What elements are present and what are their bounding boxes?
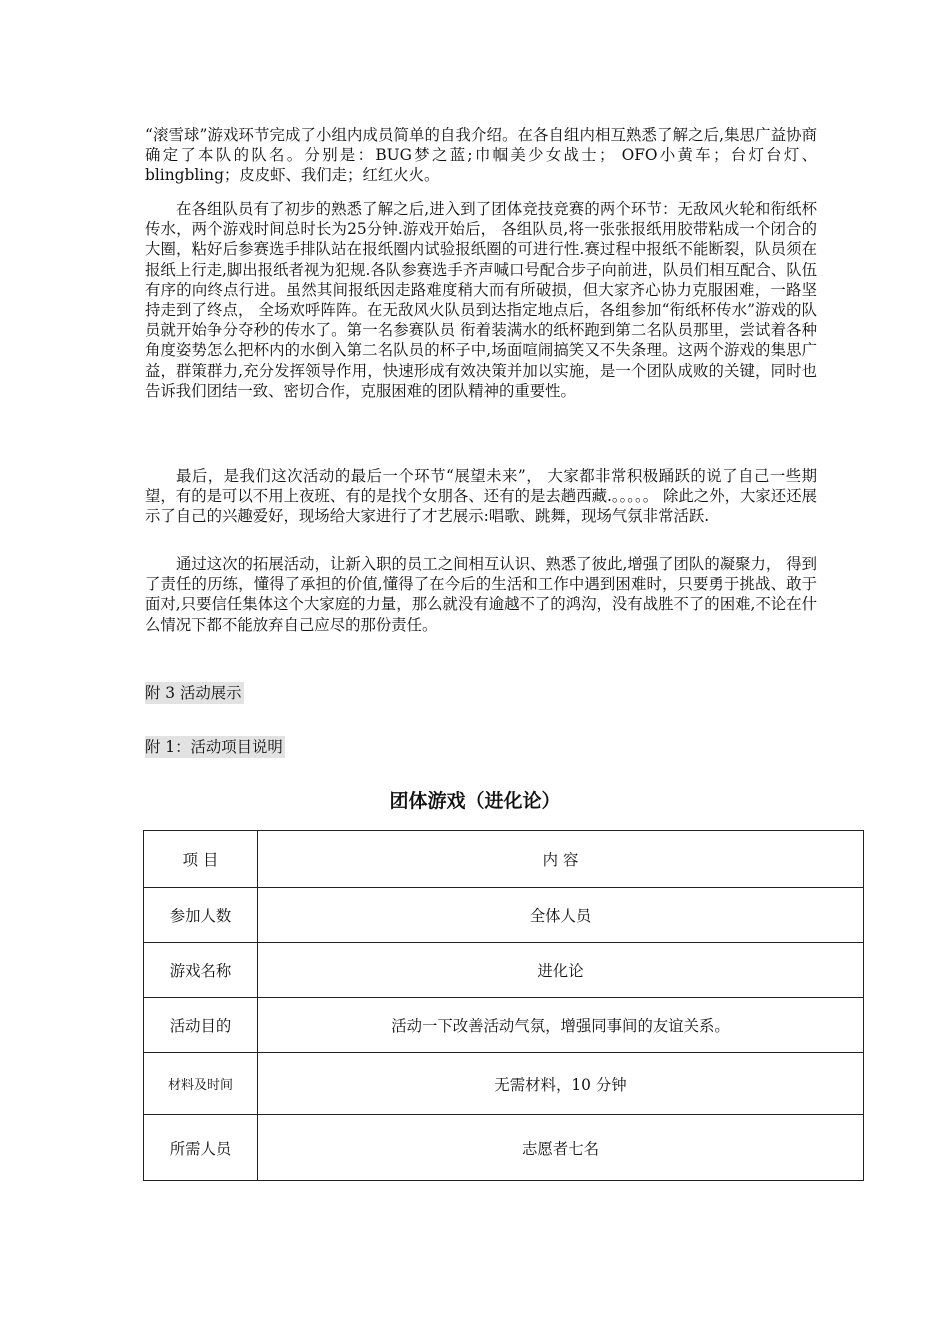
header-item-cell: 项 目 [144, 831, 258, 888]
row-item-cell: 游戏名称 [144, 943, 258, 998]
row-content-cell: 进化论 [258, 943, 864, 998]
table-row [144, 943, 864, 998]
row-item-cell: 活动目的 [144, 998, 258, 1053]
table-header-row [144, 831, 864, 888]
table-row [144, 1115, 864, 1181]
table-title: 团体游戏（进化论） [389, 790, 561, 812]
table-row [144, 998, 864, 1053]
row-content-cell: 全体人员 [258, 888, 864, 943]
row-item-cell: 所需人员 [144, 1115, 258, 1181]
row-item-cell: 材料及时间 [144, 1053, 258, 1115]
appendix-3-heading: 附 3 活动展示 [145, 684, 242, 702]
row-content-cell: 无需材料，10 分钟 [258, 1053, 864, 1115]
table-row [144, 1053, 864, 1115]
paragraph-team-games: 在各组队员有了初步的熟悉了解之后,进入到了团体竞技竞赛的两个环节：无敌风火轮和衔纸杯传水，两个游戏时间总时长为25分钟.游戏开始后， 各组队员,将一张张报纸用胶带粘成一个闭合的大圈，粘好后参赛选手排队站在报纸圈内试验报纸圈的可进行性.赛过程中报纸不能断裂，队员须在报纸上行走,脚出报纸者视为犯规.各队参赛选手齐声喊口号配合步子向前进，队员们相互配合、队伍有序的向终点行进。虽然其间报纸因走路难度稍大而有所破损，但大家齐心协力克服困难，一路坚持走到了终点， 全场欢呼阵阵。在无敌风火队员到达指定地点后，各组参加“衔纸杯传水”游戏的队员就开始争分夺秒的传水了。第一名参赛队员 衔着装满水的纸杯跑到第二名队员那里，尝试着各种角度姿势怎么把杯内的水倒入第二名队员的杯子中,场面喧闹搞笑又不失条理。这两个游戏的集思广益，群策群力,充分发挥领导作用，快速形成有效决策并加以实施，是一个团队成败的关键，同时也告诉我们团结一致、密切合作，克服困难的团队精神的重要性。 [145, 200, 817, 400]
row-content-cell: 志愿者七名 [258, 1115, 864, 1181]
header-content-cell: 内 容 [258, 831, 864, 888]
row-item-cell: 参加人数 [144, 888, 258, 943]
row-content-cell: 活动一下改善活动气氛，增强同事间的友谊关系。 [258, 998, 864, 1053]
activity-table [143, 830, 864, 1181]
appendix-1-heading: 附 1：活动项目说明 [145, 738, 283, 756]
table-row [144, 888, 864, 943]
paragraph-future-outlook: 最后，是我们这次活动的最后一个环节“展望未来”， 大家都非常积极踊跃的说了自己一些期望，有的是可以不用上夜班、有的是找个女朋各、还有的是去趟西藏.。。。。。 除此之外，大家还还展示了自己的兴趣爱好，现场给大家进行了才艺展示:唱歌、跳舞，现场气氛非常活跃. [145, 467, 817, 526]
paragraph-conclusion: 通过这次的拓展活动，让新入职的员工之间相互认识、熟悉了彼此,增强了团队的凝聚力， 得到了责任的历练，懂得了承担的价值,懂得了在今后的生活和工作中遇到困难时，只要勇于挑战、敢于面对,只要信任集体这个大家庭的力量，那么就没有逾越不了的鸿沟，没有战胜不了的困难,不论在什么情况下都不能放弃自己应尽的那份责任。 [145, 555, 817, 634]
paragraph-snowball-intro: “滚雪球”游戏环节完成了小组内成员简单的自我介绍。在各自组内相互熟悉了解之后,集思广益协商确定了本队的队名。分别是：BUG梦之蓝;巾帼美少女战士； OFO小黄车；台灯台灯、blingbling；皮皮虾、我们走；红红火火。 [145, 126, 817, 185]
